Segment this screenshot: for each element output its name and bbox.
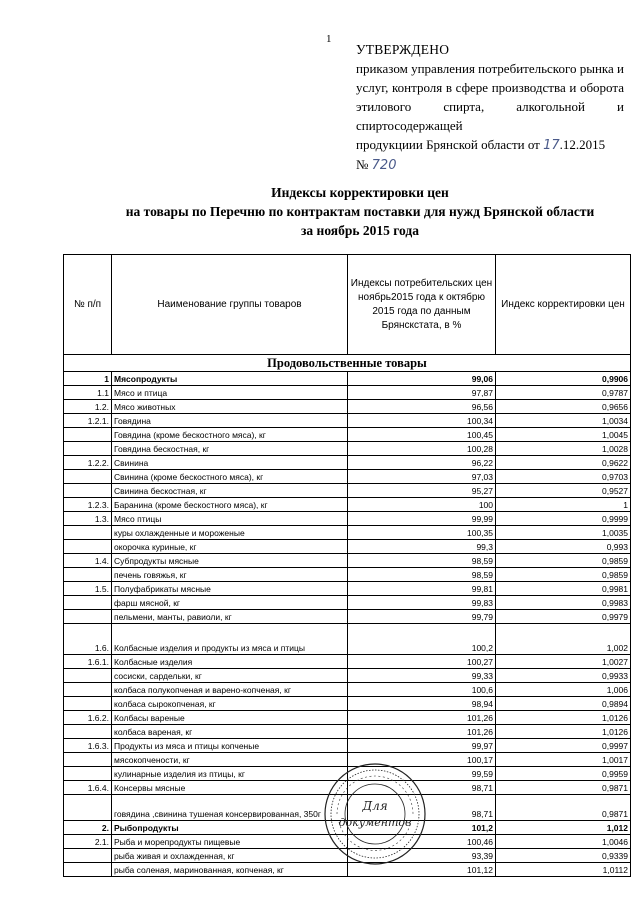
row-correction-index: 1,002 (496, 624, 631, 655)
table-row (64, 484, 631, 498)
row-group-name: Мясо и птица (112, 386, 348, 400)
approval-number-line (356, 155, 624, 175)
section-title: Продовольственные товары (64, 355, 631, 372)
row-number (64, 568, 112, 582)
row-group-name: Рыбопродукты (112, 821, 348, 835)
approval-title: УТВЕРЖДЕНО (356, 42, 450, 57)
table-row (64, 624, 631, 655)
row-correction-index: 1,0045 (496, 428, 631, 442)
stamp-text-line-1: Для (362, 799, 388, 813)
row-number (64, 863, 112, 877)
table-row (64, 683, 631, 697)
row-cpi: 100,34 (348, 414, 496, 428)
row-correction-index: 0,993 (496, 540, 631, 554)
row-correction-index: 0,9859 (496, 554, 631, 568)
row-correction-index: 1,0027 (496, 655, 631, 669)
row-group-name: печень говяжья, кг (112, 568, 348, 582)
section-row (64, 355, 631, 372)
row-cpi: 98,71 (348, 781, 496, 795)
row-number (64, 484, 112, 498)
row-number (64, 526, 112, 540)
row-cpi: 98,71 (348, 795, 496, 821)
row-group-name: Говядина (кроме бескостного мяса), кг (112, 428, 348, 442)
table-row (64, 849, 631, 863)
row-correction-index: 0,9894 (496, 697, 631, 711)
row-group-name: Свинина (112, 456, 348, 470)
row-number (64, 610, 112, 624)
row-number: 1.5. (64, 582, 112, 596)
row-number (64, 767, 112, 781)
table-row (64, 753, 631, 767)
row-number (64, 753, 112, 767)
row-number (64, 442, 112, 456)
row-group-name: Говядина бескостная, кг (112, 442, 348, 456)
row-number: 1.2.3. (64, 498, 112, 512)
page-number: 1 (326, 33, 332, 45)
row-correction-index: 0,9871 (496, 781, 631, 795)
row-correction-index: 0,9787 (496, 386, 631, 400)
row-correction-index: 1,006 (496, 683, 631, 697)
table-row (64, 414, 631, 428)
row-correction-index: 1,0017 (496, 753, 631, 767)
row-correction-index: 0,9656 (496, 400, 631, 414)
row-cpi: 99,81 (348, 582, 496, 596)
row-group-name: мясокопчености, кг (112, 753, 348, 767)
row-group-name: колбаса полукопченая и варено-копченая, кг (112, 683, 348, 697)
row-cpi: 100 (348, 498, 496, 512)
row-number (64, 540, 112, 554)
row-correction-index: 0,9906 (496, 372, 631, 386)
row-correction-index: 1,0126 (496, 711, 631, 725)
table-row (64, 697, 631, 711)
row-correction-index: 0,9703 (496, 470, 631, 484)
row-cpi: 96,22 (348, 456, 496, 470)
row-cpi: 101,26 (348, 711, 496, 725)
row-correction-index: 0,9997 (496, 739, 631, 753)
row-correction-index: 1,0034 (496, 414, 631, 428)
row-group-name: Консервы мясные (112, 781, 348, 795)
row-number: 1.2.1. (64, 414, 112, 428)
row-correction-index: 0,9527 (496, 484, 631, 498)
header-number: № п/п (64, 255, 112, 355)
row-group-name: куры охлажденные и мороженые (112, 526, 348, 540)
table-row (64, 669, 631, 683)
row-number (64, 596, 112, 610)
approval-date-day: 17 (543, 138, 560, 153)
row-cpi: 98,94 (348, 697, 496, 711)
table-row (64, 821, 631, 835)
row-group-name: рыба соленая, маринованная, копченая, кг (112, 863, 348, 877)
table-row (64, 655, 631, 669)
row-cpi: 101,26 (348, 725, 496, 739)
row-cpi: 100,35 (348, 526, 496, 540)
table-row (64, 739, 631, 753)
table-row (64, 512, 631, 526)
row-cpi: 101,2 (348, 821, 496, 835)
row-number: 1.2. (64, 400, 112, 414)
header-cpi: Индексы потребительских цен ноябрь2015 года к октябрю 2015 года по данным Брянскстата, в % (348, 255, 496, 355)
table-row (64, 610, 631, 624)
row-cpi: 99,59 (348, 767, 496, 781)
row-number (64, 725, 112, 739)
row-number (64, 849, 112, 863)
row-number (64, 683, 112, 697)
approval-text: приказом управления потребительского рынка и услуг, контроля в сфере производства и оборота этилового спирта, алкогольной и спиртосодержащей (356, 61, 624, 133)
row-group-name: Колбасы вареные (112, 711, 348, 725)
row-group-name: Говядина (112, 414, 348, 428)
approval-date-line (356, 135, 624, 155)
row-correction-index: 0,9622 (496, 456, 631, 470)
table-row (64, 470, 631, 484)
approval-number-value: 720 (371, 158, 397, 173)
row-group-name: Мясо животных (112, 400, 348, 414)
row-number (64, 795, 112, 821)
row-cpi: 99,06 (348, 372, 496, 386)
row-cpi: 99,97 (348, 739, 496, 753)
row-correction-index: 0,9339 (496, 849, 631, 863)
row-number (64, 428, 112, 442)
table-row (64, 442, 631, 456)
table-row (64, 863, 631, 877)
row-number: 1.4. (64, 554, 112, 568)
row-correction-index: 0,9979 (496, 610, 631, 624)
row-group-name: говядина ,свинина тушеная консервированная, 350г (112, 795, 348, 821)
row-cpi: 100,46 (348, 835, 496, 849)
table-row (64, 795, 631, 821)
row-group-name: Свинина бескостная, кг (112, 484, 348, 498)
row-correction-index: 0,9999 (496, 512, 631, 526)
row-group-name: окорочка куриные, кг (112, 540, 348, 554)
row-group-name: Баранина (кроме бескостного мяса), кг (112, 498, 348, 512)
row-cpi: 99,79 (348, 610, 496, 624)
title-line-2: на товары по Перечню по контрактам поставки для нужд Брянской области (125, 204, 595, 219)
price-index-table (63, 254, 631, 877)
row-cpi: 99,33 (348, 669, 496, 683)
header-correction-index: Индекс корректировки цен (496, 255, 631, 355)
row-group-name: Полуфабрикаты мясные (112, 582, 348, 596)
row-group-name: Субпродукты мясные (112, 554, 348, 568)
table-row (64, 540, 631, 554)
approval-block (356, 40, 624, 175)
row-cpi: 98,59 (348, 554, 496, 568)
table-row (64, 456, 631, 470)
table-row (64, 428, 631, 442)
row-cpi: 96,56 (348, 400, 496, 414)
header-group-name: Наименование группы товаров (112, 255, 348, 355)
row-group-name: Продукты из мяса и птицы копченые (112, 739, 348, 753)
table-row (64, 835, 631, 849)
row-correction-index: 1,0046 (496, 835, 631, 849)
row-cpi: 97,87 (348, 386, 496, 400)
row-cpi: 101,12 (348, 863, 496, 877)
table-row (64, 596, 631, 610)
table-row (64, 767, 631, 781)
row-group-name: Мясопродукты (112, 372, 348, 386)
row-cpi: 98,59 (348, 568, 496, 582)
table-row (64, 725, 631, 739)
row-number: 1.6.2. (64, 711, 112, 725)
approval-date-prefix: продукциии Брянской области от (356, 137, 544, 152)
row-number: 1.3. (64, 512, 112, 526)
table-row (64, 372, 631, 386)
title-line-3: за ноябрь 2015 года (300, 223, 419, 238)
row-cpi: 100,6 (348, 683, 496, 697)
row-cpi: 100,2 (348, 624, 496, 655)
row-group-name: кулинарные изделия из птицы, кг (112, 767, 348, 781)
row-number: 1.6. (64, 624, 112, 655)
row-correction-index: 0,9981 (496, 582, 631, 596)
row-number: 1.2.2. (64, 456, 112, 470)
row-group-name: фарш мясной, кг (112, 596, 348, 610)
document-title (80, 183, 640, 240)
row-correction-index: 1,0126 (496, 725, 631, 739)
row-number (64, 669, 112, 683)
row-cpi: 99,3 (348, 540, 496, 554)
row-number: 1 (64, 372, 112, 386)
row-cpi: 99,83 (348, 596, 496, 610)
table-row (64, 711, 631, 725)
row-correction-index: 1,0028 (496, 442, 631, 456)
row-correction-index: 0,9859 (496, 568, 631, 582)
table-row (64, 400, 631, 414)
table-row (64, 568, 631, 582)
row-correction-index: 0,9983 (496, 596, 631, 610)
table-header-row (64, 255, 631, 355)
row-group-name: сосиски, сардельки, кг (112, 669, 348, 683)
row-number: 2. (64, 821, 112, 835)
table-row (64, 498, 631, 512)
row-group-name: колбаса вареная, кг (112, 725, 348, 739)
stamp-text-line-2: документов (338, 816, 412, 829)
title-line-1: Индексы корректировки цен (271, 185, 449, 200)
row-group-name: Свинина (кроме бескостного мяса), кг (112, 470, 348, 484)
approval-date-rest: .12.2015 (559, 137, 606, 152)
row-number: 2.1. (64, 835, 112, 849)
row-group-name: Рыба и морепродукты пищевые (112, 835, 348, 849)
row-group-name: Мясо птицы (112, 512, 348, 526)
table-row (64, 582, 631, 596)
row-cpi: 99,99 (348, 512, 496, 526)
row-cpi: 93,39 (348, 849, 496, 863)
row-group-name: пельмени, манты, равиоли, кг (112, 610, 348, 624)
row-cpi: 95,27 (348, 484, 496, 498)
row-number: 1.6.1. (64, 655, 112, 669)
table-row (64, 781, 631, 795)
row-number: 1.1 (64, 386, 112, 400)
row-number: 1.6.3. (64, 739, 112, 753)
table-row (64, 554, 631, 568)
row-correction-index: 1,0035 (496, 526, 631, 540)
row-correction-index: 0,9871 (496, 795, 631, 821)
row-correction-index: 0,9959 (496, 767, 631, 781)
row-cpi: 97,03 (348, 470, 496, 484)
row-cpi: 100,17 (348, 753, 496, 767)
row-correction-index: 1,0112 (496, 863, 631, 877)
row-number (64, 470, 112, 484)
row-correction-index: 1 (496, 498, 631, 512)
row-correction-index: 0,9933 (496, 669, 631, 683)
table-body (64, 355, 631, 877)
row-correction-index: 1,012 (496, 821, 631, 835)
row-group-name: рыба живая и охлажденная, кг (112, 849, 348, 863)
table-row (64, 526, 631, 540)
approval-number-prefix: № (356, 157, 372, 172)
row-group-name: Колбасные изделия и продукты из мяса и птицы (112, 624, 348, 655)
row-cpi: 100,45 (348, 428, 496, 442)
row-group-name: Колбасные изделия (112, 655, 348, 669)
row-number: 1.6.4. (64, 781, 112, 795)
table-row (64, 386, 631, 400)
row-number (64, 697, 112, 711)
row-cpi: 100,28 (348, 442, 496, 456)
row-group-name: колбаса сырокопченая, кг (112, 697, 348, 711)
row-cpi: 100,27 (348, 655, 496, 669)
